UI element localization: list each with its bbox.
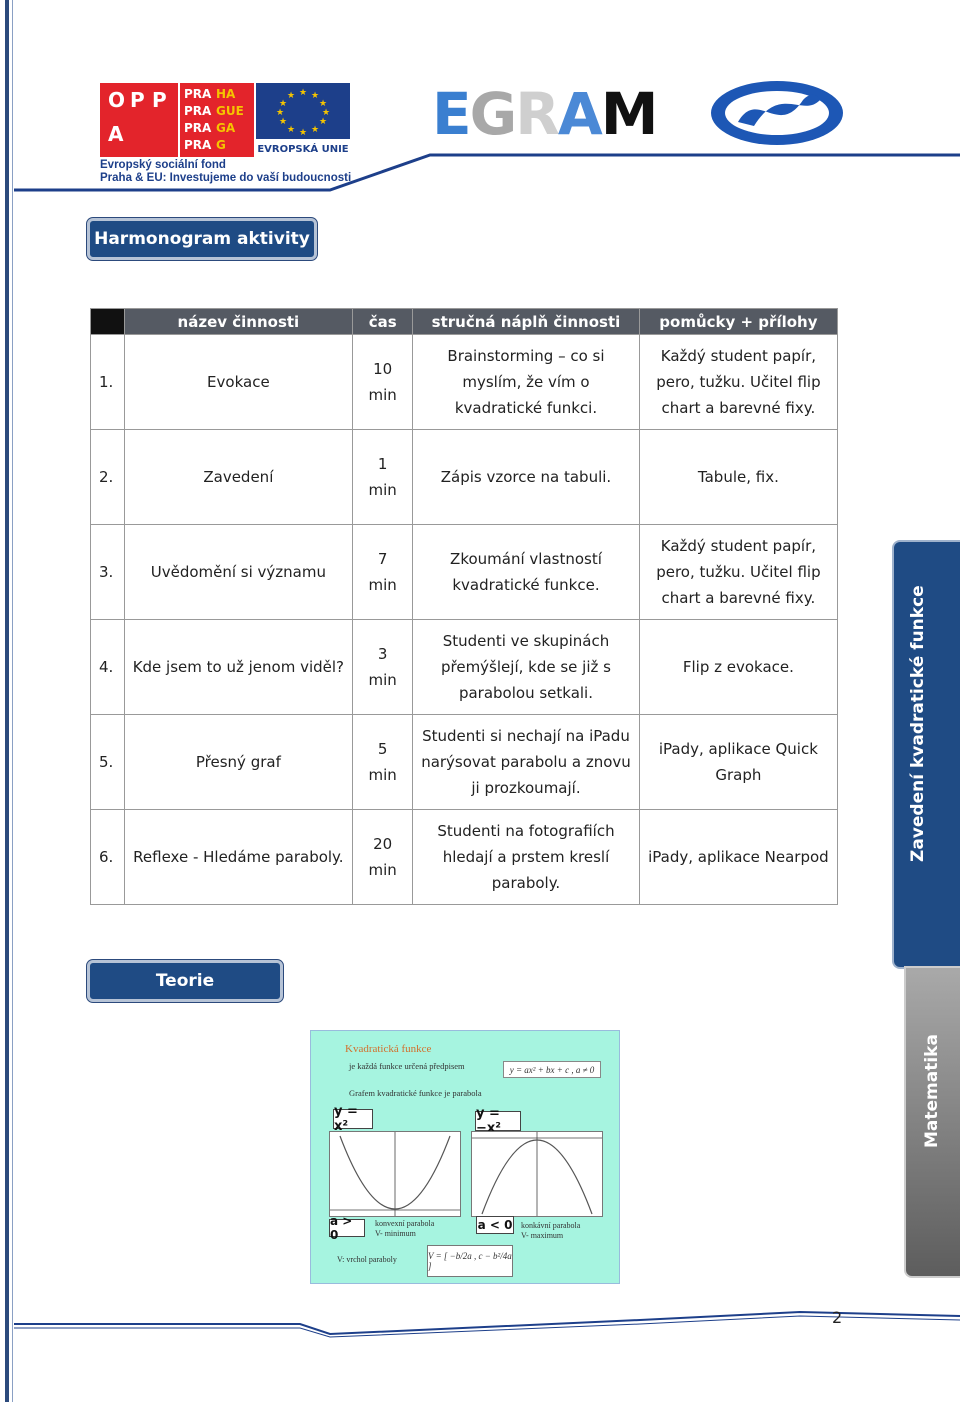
- teorie-section-header: Teorie: [87, 960, 283, 1002]
- svg-text:★: ★: [298, 87, 308, 97]
- page-header: [0, 0, 960, 200]
- row-number: 4.: [91, 620, 125, 715]
- convex-parabola-graph: [329, 1131, 461, 1217]
- footer-line: [0, 1300, 960, 1340]
- concave-description: [521, 1221, 580, 1241]
- svg-text:★: ★: [298, 127, 308, 137]
- table-row: [91, 810, 838, 905]
- time-value: 1: [377, 455, 388, 473]
- table-header-name: název činnosti: [124, 309, 353, 335]
- table-row: [91, 430, 838, 525]
- logo-letter: P: [130, 88, 145, 112]
- logo-letter: GUE: [216, 104, 244, 118]
- egram-letter: M: [600, 80, 657, 148]
- activity-name: Přesný graf: [124, 715, 353, 810]
- egram-letter: A: [557, 80, 601, 148]
- egram-letter: R: [515, 80, 558, 148]
- svg-text:★: ★: [278, 98, 288, 108]
- row-number: 2.: [91, 430, 125, 525]
- left-border-rule: [5, 0, 9, 1402]
- activity-description: Zkoumání vlastností kvadratické funkce.: [413, 525, 640, 620]
- activity-name: Reflexe - Hledáme paraboly.: [124, 810, 353, 905]
- time-unit: min: [368, 671, 397, 689]
- logo-letter: PRA: [184, 121, 212, 135]
- activity-time: [353, 620, 413, 715]
- logo-letter: PRA: [184, 104, 212, 118]
- logo-letter: G: [216, 138, 226, 152]
- time-value: 3: [377, 645, 388, 663]
- logo-letter: A: [108, 122, 124, 146]
- time-unit: min: [368, 386, 397, 404]
- activity-aids: Každý student papír, pero, tužku. Učitel flip chart a barevné fixy.: [639, 335, 837, 430]
- table-header-time: čas: [353, 309, 413, 335]
- page-number: 2: [832, 1308, 843, 1327]
- label-y-equals-x-squared: y = x²: [333, 1109, 373, 1129]
- label-a-positive: a > 0: [329, 1219, 365, 1237]
- time-value: 20: [373, 835, 393, 853]
- activity-time: [353, 430, 413, 525]
- logo-letter: PRA: [184, 87, 212, 101]
- egram-letter: E: [432, 80, 470, 148]
- svg-text:★: ★: [318, 98, 328, 108]
- activity-time: [353, 335, 413, 430]
- activity-name: Uvědomění si významu: [124, 525, 353, 620]
- theory-title: Kvadratická funkce: [345, 1043, 432, 1055]
- row-number: 5.: [91, 715, 125, 810]
- vertex-note: V: vrchol paraboly: [337, 1255, 397, 1264]
- time-unit: min: [368, 766, 397, 784]
- time-unit: min: [368, 576, 397, 594]
- time-unit: min: [368, 481, 397, 499]
- concave-vertex-text: V- maximum: [521, 1231, 564, 1240]
- egram-letter: G: [469, 80, 516, 148]
- harmonogram-section-header: Harmonogram aktivity: [87, 218, 317, 260]
- quadratic-function-theory-image: [310, 1030, 620, 1284]
- table-header-row: [91, 309, 838, 335]
- row-number: 3.: [91, 525, 125, 620]
- school-swoosh-logo: [708, 78, 846, 148]
- svg-text:★: ★: [275, 107, 285, 117]
- svg-text:★: ★: [321, 107, 331, 117]
- activity-description: Zápis vzorce na tabuli.: [413, 430, 640, 525]
- activity-description: Studenti ve skupinách přemýšlejí, kde se již s parabolou setkali.: [413, 620, 640, 715]
- table-row: [91, 715, 838, 810]
- convex-text: konvexní parabola: [375, 1219, 435, 1228]
- table-header-desc: stručná náplň činnosti: [413, 309, 640, 335]
- row-number: 6.: [91, 810, 125, 905]
- esf-line-1: Evropský sociální fond: [100, 159, 226, 171]
- activity-name: Kde jsem to už jenom viděl?: [124, 620, 353, 715]
- logo-letter: HA: [216, 87, 236, 101]
- vertex-formula: V = [ −b/2a , c − b²/4a ]: [427, 1245, 513, 1277]
- svg-text:★: ★: [286, 124, 296, 134]
- concave-parabola-graph: [471, 1131, 603, 1217]
- esf-caption: [100, 159, 351, 185]
- svg-text:★: ★: [310, 90, 320, 100]
- logo-letter: GA: [216, 121, 236, 135]
- row-number: 1.: [91, 335, 125, 430]
- label-y-equals-minus-x-squared: y = −x²: [475, 1111, 521, 1131]
- oppa-logo: [100, 83, 254, 157]
- logo-letter: EVROPSKÁ UNIE: [257, 144, 349, 155]
- left-border-thin-rule: [12, 0, 13, 1402]
- activity-aids: Každý student papír, pero, tužku. Učitel flip chart a barevné fixy.: [639, 525, 837, 620]
- activity-name: Evokace: [124, 335, 353, 430]
- table-header-num: [91, 309, 125, 335]
- esf-line-2: Praha & EU: Investujeme do vaší budoucnosti: [100, 172, 352, 184]
- activity-description: Brainstorming – co si myslím, že vím o kvadratické funkci.: [413, 335, 640, 430]
- activity-aids: Tabule, fix.: [639, 430, 837, 525]
- eu-flag-logo: [256, 83, 350, 155]
- theory-formula: y = ax² + bx + c , a ≠ 0: [503, 1061, 601, 1078]
- table-row: [91, 525, 838, 620]
- table-row: [91, 620, 838, 715]
- svg-text:★: ★: [318, 116, 328, 126]
- svg-text:★: ★: [286, 90, 296, 100]
- activity-description: Studenti si nechají na iPadu narýsovat parabolu a znovu ji prozkoumají.: [413, 715, 640, 810]
- table-row: [91, 335, 838, 430]
- time-value: 7: [377, 550, 388, 568]
- table-header-aids: pomůcky + přílohy: [639, 309, 837, 335]
- activity-aids: iPady, aplikace Quick Graph: [639, 715, 837, 810]
- activity-aids: Flip z evokace.: [639, 620, 837, 715]
- concave-text: konkávní parabola: [521, 1221, 581, 1230]
- svg-text:★: ★: [278, 116, 288, 126]
- activity-time: [353, 715, 413, 810]
- logo-letter: PRA: [184, 138, 212, 152]
- activity-name: Zavedení: [124, 430, 353, 525]
- activity-aids: iPady, aplikace Nearpod: [639, 810, 837, 905]
- side-tab-subject-label: Matematika: [922, 1034, 942, 1148]
- side-tab-topic-label: Zavedení kvadratické funkce: [908, 585, 928, 862]
- activity-time: [353, 525, 413, 620]
- activity-schedule-table: [90, 308, 838, 905]
- logo-letter: P: [152, 88, 167, 112]
- activity-description: Studenti na fotografiích hledají a prstem kreslí paraboly.: [413, 810, 640, 905]
- time-value: 5: [377, 740, 388, 758]
- time-value: 10: [373, 360, 393, 378]
- theory-definition-text: je každá funkce určená předpisem: [349, 1061, 465, 1071]
- theory-graph-text: Grafem kvadratické funkce je parabola: [349, 1088, 482, 1098]
- convex-description: [375, 1219, 434, 1239]
- label-a-negative: a < 0: [477, 1218, 513, 1232]
- egram-logo: [432, 80, 657, 148]
- svg-text:★: ★: [310, 124, 320, 134]
- convex-vertex-text: V- minimum: [375, 1229, 416, 1238]
- activity-time: [353, 810, 413, 905]
- time-unit: min: [368, 861, 397, 879]
- logo-letter: O: [108, 88, 126, 112]
